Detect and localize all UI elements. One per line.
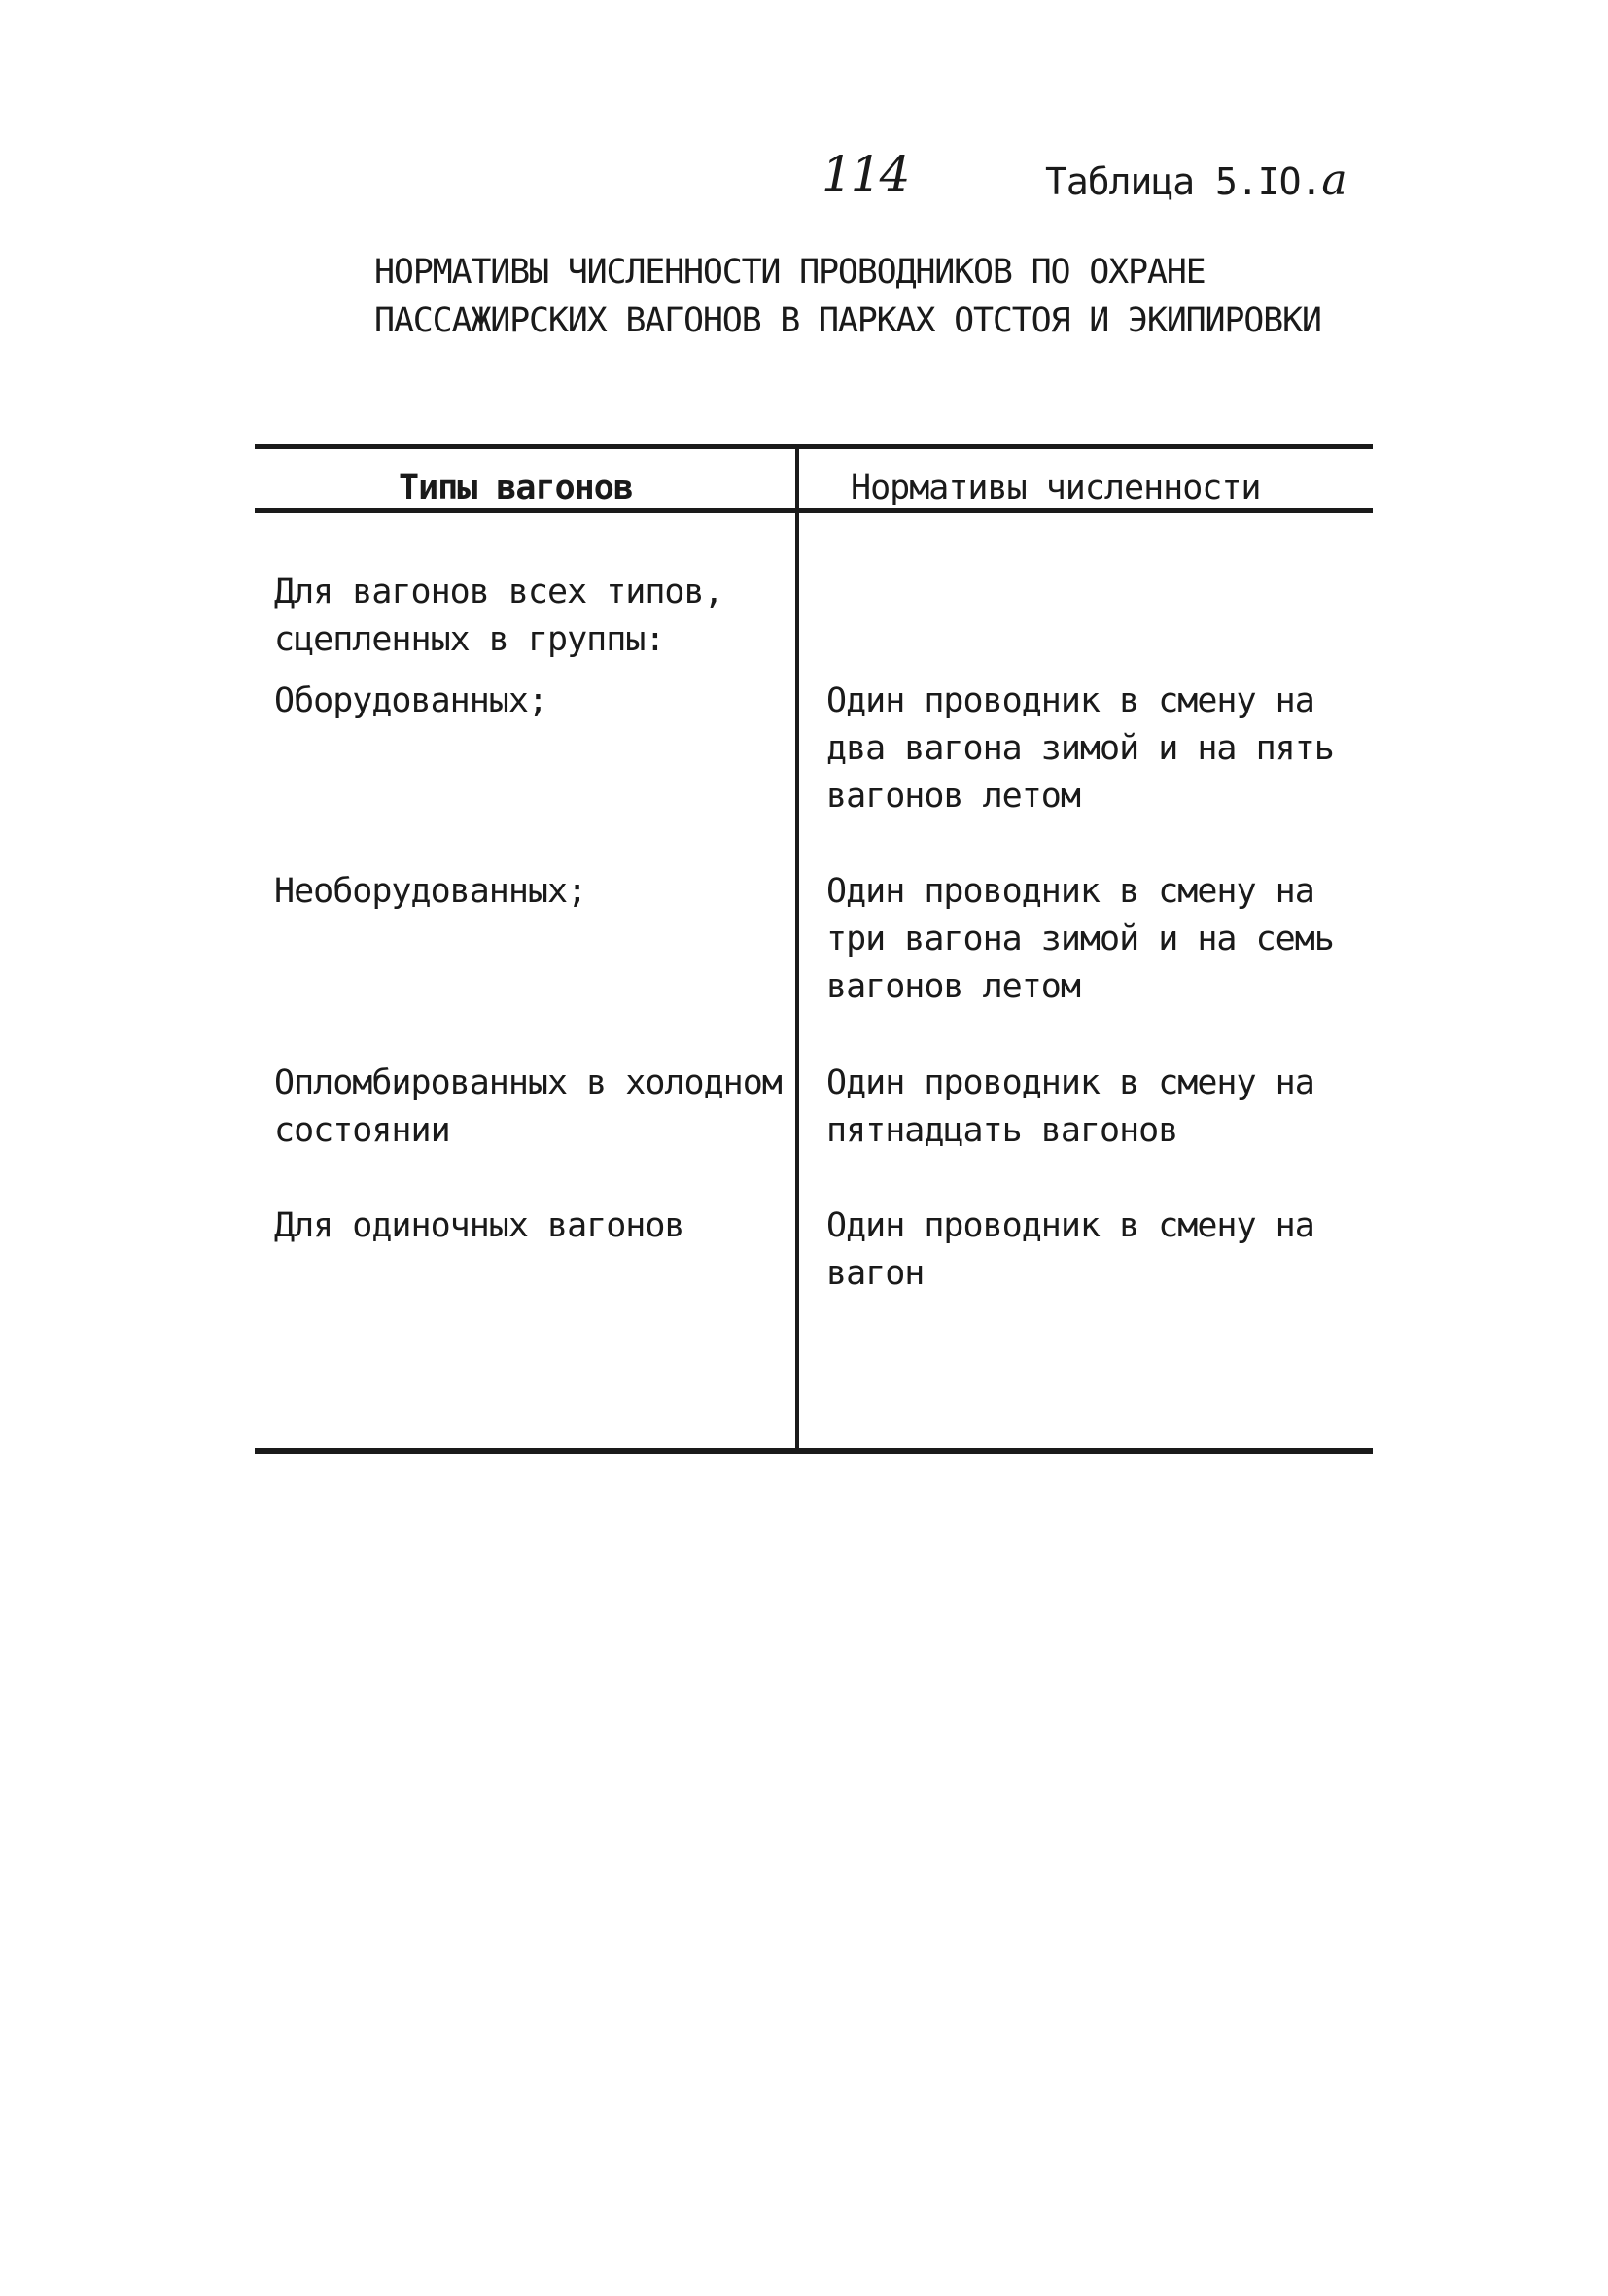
- row-norm-sealed: [826, 1060, 1314, 1155]
- column-header-norms: Нормативы численности: [851, 469, 1261, 507]
- row-norm-equipped: [826, 678, 1334, 820]
- row-norm-single: [826, 1202, 1314, 1298]
- table-label-text: Таблица 5.IO.: [1045, 160, 1322, 203]
- row-norm-line: вагон: [826, 1254, 925, 1293]
- group-label-line: Для вагонов всех типов,: [274, 573, 723, 611]
- row-norm-line: пятнадцать вагонов: [826, 1111, 1178, 1150]
- row-norm-line: два вагона зимой и на пять: [826, 729, 1334, 768]
- row-type-line: Опломбированных в холодном: [274, 1063, 782, 1102]
- row-type-sealed: [274, 1060, 782, 1155]
- row-type-line: Оборудованных;: [274, 681, 548, 720]
- table-label: [1045, 156, 1346, 205]
- row-type-unequipped: [274, 868, 586, 916]
- table-label-suffix: а: [1321, 156, 1346, 205]
- row-norm-line: Один проводник в смену на: [826, 1063, 1314, 1102]
- column-header-types: Типы вагонов: [399, 469, 633, 507]
- page-number: 114: [821, 146, 909, 202]
- row-norm-line: вагонов летом: [826, 777, 1080, 816]
- row-type-line: Необорудованных;: [274, 872, 587, 911]
- row-type-line: Для одиночных вагонов: [274, 1206, 684, 1245]
- row-norm-line: Один проводник в смену на: [826, 681, 1314, 720]
- title-line-2: ПАССАЖИРСКИХ ВАГОНОВ В ПАРКАХ ОТСТОЯ И ЭКИПИРОВКИ: [374, 301, 1321, 340]
- row-norm-line: вагонов летом: [826, 967, 1080, 1006]
- group-label-line: сцепленных в группы:: [274, 620, 665, 659]
- row-norm-unequipped: [826, 868, 1334, 1011]
- group-label: [274, 569, 723, 664]
- row-type-line: состоянии: [274, 1111, 450, 1150]
- row-norm-line: Один проводник в смену на: [826, 1206, 1314, 1245]
- row-type-equipped: [274, 678, 547, 725]
- table-bottom-rule: [255, 1448, 1373, 1454]
- title-line-1: НОРМАТИВЫ ЧИСЛЕННОСТИ ПРОВОДНИКОВ ПО ОХРАНЕ: [374, 253, 1206, 292]
- row-norm-line: три вагона зимой и на семь: [826, 920, 1334, 958]
- table-column-divider: [795, 446, 799, 1452]
- table-top-rule: [255, 444, 1373, 449]
- row-type-single: [274, 1202, 684, 1250]
- document-title: [374, 248, 1444, 345]
- row-norm-line: Один проводник в смену на: [826, 872, 1314, 911]
